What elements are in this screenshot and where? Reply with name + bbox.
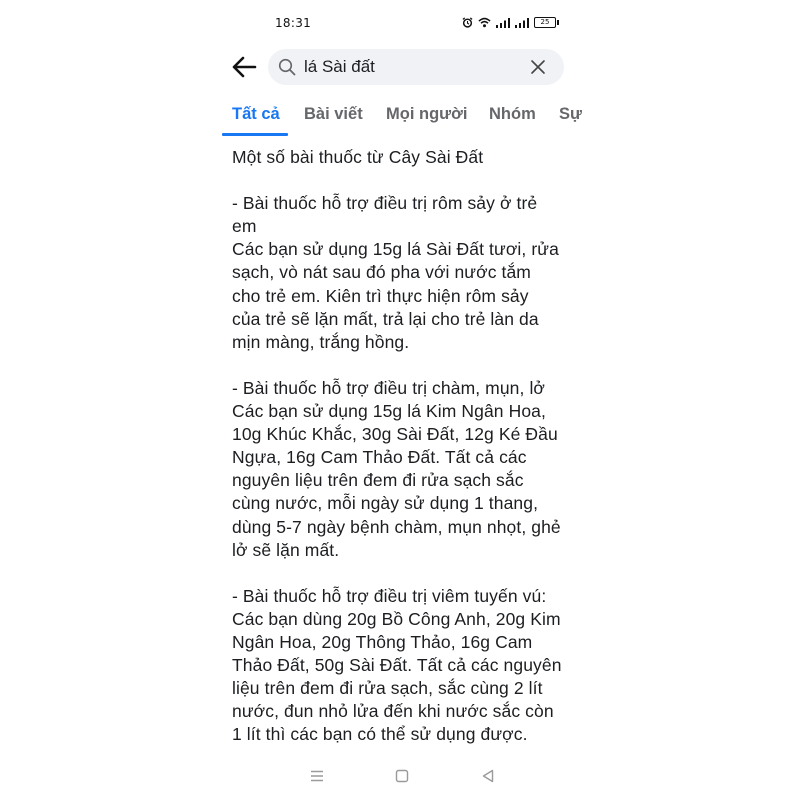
search-header bbox=[218, 46, 582, 88]
post-line: liệu trên đem đi rửa sạch, sắc cùng 2 lít bbox=[232, 678, 543, 699]
status-icons bbox=[462, 17, 556, 28]
home-square-icon[interactable] bbox=[394, 768, 410, 784]
post-line: nước, đun nhỏ lửa đến khi nước sắc còn bbox=[232, 701, 554, 722]
status-time: 18:31 bbox=[275, 16, 312, 30]
wifi-icon bbox=[478, 17, 491, 28]
search-input[interactable] bbox=[304, 56, 504, 78]
post-line: - Bài thuốc hỗ trợ điều trị chàm, mụn, lở bbox=[232, 377, 546, 398]
post-line: 10g Khúc Khắc, 30g Sài Đất, 12g Ké Đầu bbox=[232, 424, 558, 445]
alarm-icon bbox=[462, 17, 473, 28]
system-nav-bar bbox=[218, 762, 582, 792]
post-line: sạch, vò nát sau đó pha với nước tắm bbox=[232, 262, 531, 283]
post-line: - Bài thuốc hỗ trợ điều trị rôm sảy ở trẻ bbox=[232, 193, 538, 214]
tab-events[interactable]: Sự bbox=[559, 105, 582, 123]
back-button[interactable] bbox=[230, 54, 258, 80]
back-triangle-icon[interactable] bbox=[480, 768, 496, 784]
post-line: của trẻ sẽ lặn mất, trả lại cho trẻ làn da bbox=[232, 308, 539, 329]
post-line: Ngựa, 16g Cam Thảo Đất. Tất cả các bbox=[232, 447, 527, 468]
arrow-left-icon bbox=[230, 54, 258, 80]
post-line: Các bạn dùng 20g Bồ Công Anh, 20g Kim bbox=[232, 608, 561, 629]
tab-posts[interactable]: Bài viết bbox=[304, 105, 363, 123]
post-line: dùng 5-7 ngày bệnh chàm, mụn nhọt, ghẻ bbox=[232, 516, 561, 537]
close-icon[interactable] bbox=[530, 59, 546, 75]
post-line: Ngân Hoa, 20g Thông Thảo, 16g Cam bbox=[232, 631, 533, 652]
post-line bbox=[232, 354, 572, 377]
signal-icon bbox=[496, 18, 510, 28]
active-tab-indicator bbox=[222, 133, 288, 136]
post-body bbox=[232, 146, 572, 746]
post-line: Một số bài thuốc từ Cây Sài Đất bbox=[232, 147, 484, 167]
search-box[interactable] bbox=[268, 49, 564, 85]
post-line bbox=[232, 169, 572, 192]
post-line bbox=[232, 562, 572, 585]
search-icon bbox=[278, 58, 296, 76]
status-bar bbox=[218, 12, 582, 36]
post-line: Các bạn sử dụng 15g lá Sài Đất tươi, rửa bbox=[232, 239, 559, 260]
menu-icon[interactable] bbox=[309, 768, 325, 784]
post-line: cho trẻ em. Kiên trì thực hiện rôm sảy bbox=[232, 285, 529, 306]
post-line: Các bạn sử dụng 15g lá Kim Ngân Hoa, bbox=[232, 401, 546, 422]
phone-screen bbox=[218, 0, 582, 800]
post-line: em bbox=[232, 216, 257, 237]
tab-all[interactable]: Tất cả bbox=[232, 105, 280, 123]
signal-icon bbox=[515, 18, 529, 28]
post-line: 1 lít thì các bạn có thể sử dụng được. bbox=[232, 724, 528, 745]
post-line: - Bài thuốc hỗ trợ điều trị viêm tuyến vú: bbox=[232, 585, 547, 606]
search-tabs bbox=[218, 100, 582, 136]
post-line: Thảo Đất, 50g Sài Đất. Tất cả các nguyên bbox=[232, 655, 562, 676]
battery-icon: 25 bbox=[534, 17, 556, 28]
tab-people[interactable]: Mọi người bbox=[386, 105, 468, 123]
post-line: lở sẽ lặn mất. bbox=[232, 539, 340, 560]
tab-groups[interactable]: Nhóm bbox=[489, 105, 536, 123]
post-line: nguyên liệu trên đem đi rửa sạch sắc bbox=[232, 470, 524, 491]
post-line: cùng nước, mỗi ngày sử dụng 1 thang, bbox=[232, 493, 539, 514]
post-line: mịn màng, trắng hồng. bbox=[232, 331, 410, 352]
